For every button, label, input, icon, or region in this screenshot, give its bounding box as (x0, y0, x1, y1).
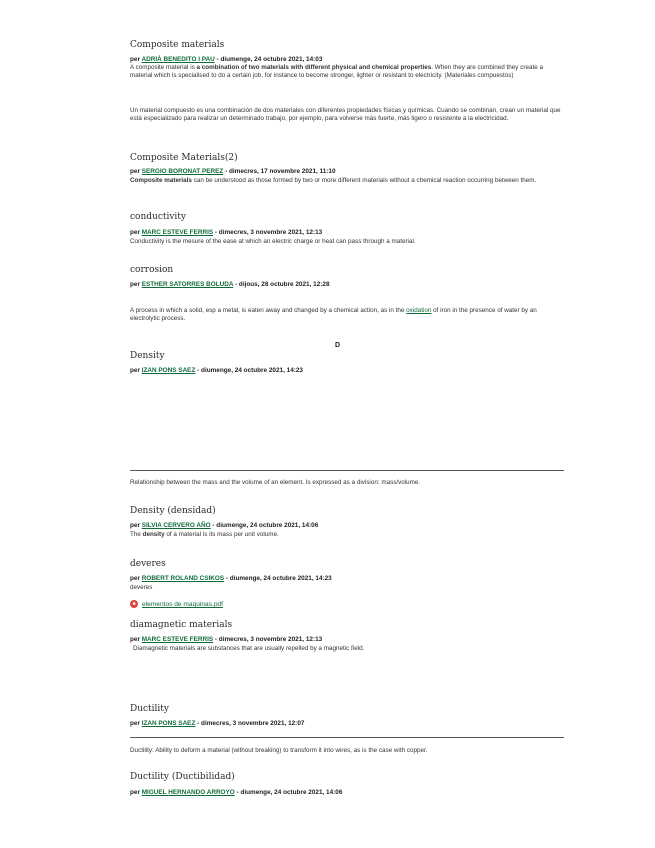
author-link[interactable]: MARC ESTEVE FERRIS (141, 229, 214, 236)
author-link[interactable]: ROBERT ROLAND CSIKOS (141, 575, 225, 582)
definition-text: The (130, 531, 143, 538)
entry-meta (130, 720, 304, 727)
definition-bold: Composite materials (130, 177, 192, 184)
pdf-icon: ■ (130, 600, 138, 608)
by-label: per (130, 789, 140, 796)
divider (130, 737, 564, 738)
letter-heading: D (335, 342, 341, 349)
by-label: per (130, 168, 140, 175)
definition-bold: a combination of two materials with different physical and chemical properties (196, 64, 432, 71)
entry-title: Composite materials (130, 40, 225, 50)
entry-definition: deveres (130, 584, 153, 591)
by-label: per (130, 281, 140, 288)
entry-definition (130, 531, 564, 539)
author-link[interactable]: IZAN PONS SAEZ (141, 367, 196, 374)
entry-title: deveres (130, 559, 166, 569)
entry-date: - dimecres, 3 novembre 2021, 12:13 (214, 229, 323, 236)
entry-title: conductivity (130, 212, 187, 222)
definition-bold: density (142, 531, 165, 538)
entry-title: diamagnetic materials (130, 620, 233, 630)
entry-definition (130, 64, 564, 80)
entry-meta (130, 789, 342, 796)
by-label: per (130, 56, 140, 63)
entry-definition (130, 307, 564, 323)
entry-title: corrosion (130, 265, 174, 275)
entry-definition: Conductivity is the mesure of the ease at which an electric charge or heat can pass through a material. (130, 238, 416, 245)
entry-meta (130, 636, 322, 643)
entry-meta (130, 229, 322, 236)
definition-text: can be understood as those formed by two or more different materials without a chemical reaction occurring between them. (191, 177, 537, 184)
entry-definition-spanish: Un material compuesto es una combinación de dos materiales con diferentes propiedades físicas y químicas. Cuando se combinan, crean un material que está especializado para realizar un determinado trabajo, por ejemplo, para volverse más fuerte, más ligero o resistente a la electricidad. (130, 107, 561, 123)
entry-definition: Ductility: Ability to deform a material (without breaking) to transform it into wires, as is the case with copper. (130, 747, 428, 754)
oxidation-link[interactable]: oxidation (406, 307, 432, 314)
entry-definition: Diamagnetic materials are substances that are usually repelled by a magnetic field. (133, 645, 365, 652)
by-label: per (130, 636, 140, 643)
entry-meta (130, 522, 318, 529)
entry-meta (130, 367, 303, 374)
entry-date: - diumenge, 24 octubre 2021, 14:23 (197, 367, 303, 374)
definition-text: of iron in the presence of water by an electrolytic process. (130, 307, 537, 323)
entry-definition: Relationship between the mass and the volume of an element. Is expressed as a division: mass/volume. (130, 479, 421, 486)
entry-meta (130, 56, 322, 63)
entry-title: Density (densidad) (130, 506, 216, 516)
entry-title: Ductility (130, 704, 170, 714)
author-link[interactable]: SILVIA CERVERO AÑO (141, 522, 211, 529)
entry-definition (130, 177, 564, 185)
entry-date: - diumenge, 24 octubre 2021, 14:23 (225, 575, 332, 582)
attachment-link[interactable]: elementos de maquinas.pdf (142, 600, 224, 608)
entry-meta (130, 575, 332, 582)
entry-date: - diumenge, 24 octubre 2021, 14:06 (236, 789, 343, 796)
author-link[interactable]: ESTHER SATORRES BOLUDA (141, 281, 234, 288)
by-label: per (130, 522, 140, 529)
author-link[interactable]: ADRIÀ BENEDITO I PAU (141, 56, 215, 63)
entry-date: - dimecres, 17 novembre 2021, 11:10 (225, 168, 336, 175)
by-label: per (130, 229, 140, 236)
entry-date: - dimecres, 3 novembre 2021, 12:07 (197, 720, 305, 727)
entry-date: - diumenge, 24 octubre 2021, 14:06 (212, 522, 319, 529)
entry-title: Composite Materials(2) (130, 153, 238, 163)
author-link[interactable]: MARC ESTEVE FERRIS (141, 636, 214, 643)
definition-text: A process in which a solid, esp a metal, is eaten away and changed by a chemical action, as in the (130, 307, 407, 314)
divider (130, 470, 564, 471)
entry-title: Ductility (Ductibilidad) (130, 772, 235, 782)
by-label: per (130, 575, 140, 582)
definition-text: of a material is its mass per unit volume. (164, 531, 279, 538)
entry-meta (130, 168, 336, 175)
entry-date: - dijous, 28 octubre 2021, 12:28 (235, 281, 330, 288)
author-link[interactable]: SERGIO BORONAT PEREZ (141, 168, 224, 175)
entry-title: Density (130, 351, 165, 361)
definition-text: . When they are combined they create a material which is specialised to do a certain job, for instance to become stronger, lighter or resistant to electricity. (Materiales compuestos) (130, 64, 543, 80)
author-link[interactable]: IZAN PONS SAEZ (141, 720, 196, 727)
author-link[interactable]: MIGUEL HERNANDO ARROYO (141, 789, 235, 796)
entry-meta (130, 281, 330, 288)
definition-text: A composite material is (130, 64, 197, 71)
entry-date: - dimecres, 3 novembre 2021, 12:13 (214, 636, 323, 643)
by-label: per (130, 720, 140, 727)
by-label: per (130, 367, 140, 374)
entry-date: - diumenge, 24 octubre 2021, 14:03 (216, 56, 323, 63)
attachment[interactable] (130, 600, 223, 608)
